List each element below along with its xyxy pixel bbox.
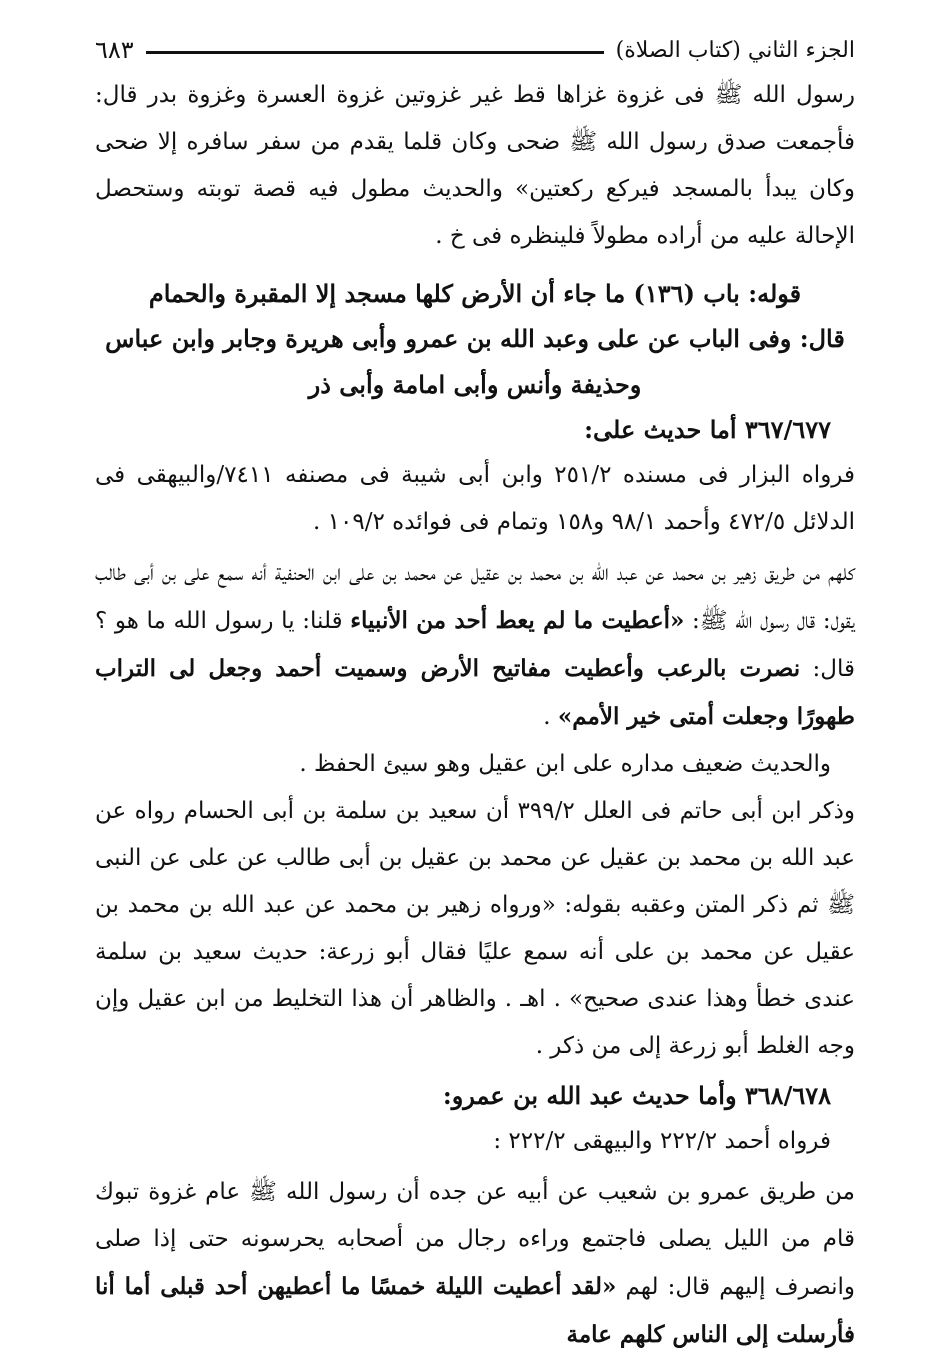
paragraph-ilal: وذكر ابن أبى حاتم فى العلل ٣٩٩/٢ أن سعيد بن سلمة بن أبى الحسام رواه عن عبد الله بن محمد بن عقيل عن محمد بن عقيل بن أبى طالب عن على عن النبى ﷺ ثم ذكر المتن وعقبه بقوله: «ورواه زهير بن محمد عن عبد الله بن محمد بن عقيل عن محمد بن على أنه سمع عليًا فقال أبو زرعة: حديث سعيد بن سلمة عندى خطأ وهذا عندى صحيح» . اهـ . والظاهر أن هذا التخليط من ابن عقيل وإن وجه الغلط أبو زرعة إلى من ذكر . xyxy=(95,798,855,1059)
hadith-matn-part1: «أعطيت ما لم يعط أحد من الأنبياء xyxy=(350,607,685,634)
paragraph-grading: والحديث ضعيف مداره على ابن عقيل وهو سيئ الحفظ . xyxy=(299,751,831,777)
isnad-end: . xyxy=(543,704,558,730)
hadith-matn-abdullah: «لقد أعطيت الليلة خمسًا ما أعطيهن أحد قبلى أما أنا فأرسلت إلى الناس كلهم عامة xyxy=(95,1273,855,1348)
hadith-title-abdullah: ٣٦٨/٦٧٨ وأما حديث عبد الله بن عمرو: xyxy=(442,1081,831,1110)
running-title: الجزء الثاني (كتاب الصلاة) xyxy=(615,37,855,63)
isnad-text-2: قلنا: يا رسول الله ما هو ؟ قال: xyxy=(95,608,855,682)
isnad-text-abdullah: من طريق عمرو بن شعيب عن أبيه عن جده أن رسول الله ﷺ عام غزوة تبوك قام من الليل يصلى فاجتمع وراءه رجال من أصحابه يحرسونه حتى إذا صلى وانصرف إليهم قال: لهم xyxy=(95,1179,855,1300)
chapter-subheading: قال: وفى الباب عن على وعبد الله بن عمرو وأبى هريرة وجابر وابن عباس وحذيفة وأنس وأبى امامة وأبى ذر xyxy=(105,324,845,399)
isnad-text: كلهم من طريق زهير بن محمد عن عبد الله بن محمد بن عقيل عن محمد بن على ابن الحنفية أنه سمع على بن أبى طالب يقول: قال رسول الله ﷺ: xyxy=(95,560,855,634)
page-number: ٦٨٣ xyxy=(95,36,134,64)
paragraph-sources-abdullah: فرواه أحمد ٢٢٢/٢ والبيهقى ٢٢٢/٢ : xyxy=(493,1128,831,1154)
chapter-heading: قوله: باب (١٣٦) ما جاء أن الأرض كلها مسجد إلا المقبرة والحمام xyxy=(148,279,802,308)
paragraph-isnad-ali xyxy=(95,550,855,741)
paragraph-continuation: رسول الله ﷺ فى غزوة غزاها قط غير غزوتين غزوة العسرة وغزوة بدر قال: فأجمعت صدق رسول الله ﷺ ضحى وكان قلما يقدم من سفر سافره إلا ضحى وكان يبدأ بالمسجد فيركع ركعتين» والحديث مطول فيه قصة توبته وستحصل الإحالة عليه من أراده مطولاً فلينظره فى خ . xyxy=(95,82,855,249)
header-rule xyxy=(146,51,604,54)
paragraph-sources-ali: فرواه البزار فى مسنده ٢٥١/٢ وابن أبى شيبة فى مصنفه ٧٤١١/والبيهقى فى الدلائل ٤٧٢/٥ وأحمد ٩٨/١ و١٥٨ وتمام فى فوائده ١٠٩/٢ . xyxy=(95,462,855,535)
page-header xyxy=(95,28,855,72)
paragraph-isnad-abdullah xyxy=(95,1169,855,1359)
hadith-title-ali: ٣٦٧/٦٧٧ أما حديث على: xyxy=(584,415,831,444)
hadith-matn-part2: نصرت بالرعب وأعطيت مفاتيح الأرض وسميت أحمد وجعل لى التراب طهورًا وجعلت أمتى خير الأمم» xyxy=(95,655,855,730)
